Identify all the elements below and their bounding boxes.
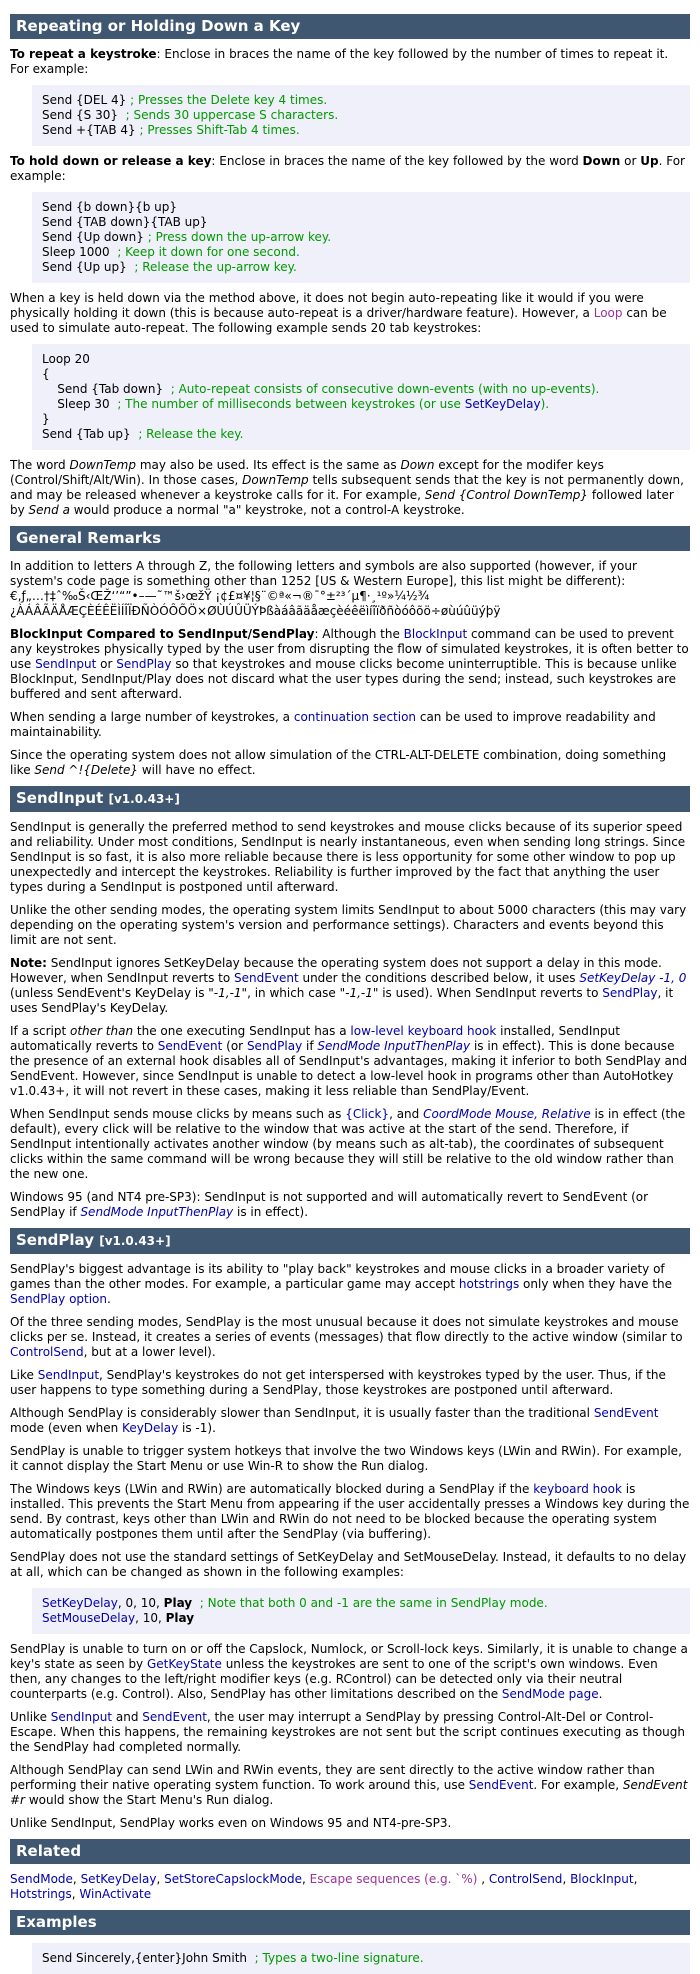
para-sendinput-2: Unlike the other sending modes, the operating system limits SendInput to about 5000 characters (this may vary depending on the operating system's version and performance settings). Characters and events beyond this limit are not sent. (10, 903, 687, 947)
para-sendinput-win95: Windows 95 (and NT4 pre-SP3): SendInput is not supported and will automatically revert to SendEvent (or SendPlay if SendMode InputThenPlay is in effect). (10, 1190, 649, 1219)
para-sendplay-1: SendPlay's biggest advantage is its ability to "play back" keystrokes and mouse clicks in a broader variety of games than the other modes. For example, a particular game may accept hotstrings only when they have the SendPlay option. (10, 1262, 673, 1306)
link-setkeydelay[interactable]: SetKeyDelay (464, 397, 541, 411)
para-auto-repeat: When a key is held down via the method above, it does not begin auto-repeating like it would if you were physically holding it down (this is because auto-repeat is a driver/hardware feature). However, a Loop can be used to simulate auto-repeat. The following example sends 20 tab keystrokes: (10, 291, 667, 335)
link-sendplay[interactable]: SendPlay (602, 986, 658, 1000)
para-sendplay-9: Unlike SendInput and SendEvent, the user may interrupt a SendPlay by pressing Control-Alt-Del or Control-Escape. When this happens, the remaining keystrokes are not sent but the script continues executing as though the SendPlay had completed normally. (10, 1710, 685, 1754)
link-setkeydelay[interactable]: SetKeyDelay (80, 1872, 157, 1886)
link-sendmode-page[interactable]: SendMode page (501, 1687, 599, 1701)
link-setkeydelay-args[interactable]: SetKeyDelay -1, 0 (579, 971, 687, 985)
link-getkeystate[interactable]: GetKeyState (146, 1657, 222, 1671)
link-sendevent[interactable]: SendEvent (468, 1778, 534, 1792)
para-sendplay-7: SendPlay does not use the standard settings of SetKeyDelay and SetMouseDelay. Instead, it defaults to no delay at all, which can be changed as shown in the following examples: (10, 1550, 687, 1579)
para-sendplay-11: Unlike SendInput, SendPlay works even on Windows 95 and NT4-pre-SP3. (10, 1816, 452, 1830)
link-sendplay[interactable]: SendPlay (246, 1039, 303, 1053)
link-sendmode-inputthenplay[interactable]: SendMode InputThenPlay (80, 1205, 234, 1219)
para-sendplay-5: SendPlay is unable to trigger system hotkeys that involve the two Windows keys (LWin and RWin). For example, it cannot display the Start Menu or use Win-R to show the Run dialog. (10, 1444, 682, 1473)
link-sendevent[interactable]: SendEvent (593, 1406, 659, 1420)
link-controlsend[interactable]: ControlSend (488, 1872, 563, 1886)
heading-examples: Examples (10, 1910, 690, 1935)
link-setstorecapslockmode[interactable]: SetStoreCapslockMode (164, 1872, 303, 1886)
link-controlsend[interactable]: ControlSend (10, 1345, 84, 1359)
link-sendinput[interactable]: SendInput (37, 1368, 100, 1382)
para-sendplay-10: Although SendPlay can send LWin and RWin events, they are sent directly to the active window rather than performing their native operating system function. To work around this, use SendEvent. For example, SendEvent #r would show the Start Menu's Run dialog. (10, 1763, 688, 1807)
heading-sendinput: SendInput [v1.0.43+] (10, 786, 690, 812)
heading-sendplay: SendPlay [v1.0.43+] (10, 1228, 690, 1254)
para-downtemp: The word DownTemp may also be used. Its effect is the same as Down except for the modifer keys (Control/Shift/Alt/Win). In those cases, DownTemp tells subsequent sends that the key is not permanently down, and may be released whenever a keystroke calls for it. For example, Send {Control DownTemp} followed later by Send a would produce a normal "a" keystroke, not a control-A keystroke. (10, 458, 684, 517)
link-escape-sequences[interactable]: Escape sequences (e.g. `%) (309, 1872, 478, 1886)
heading-repeating: Repeating or Holding Down a Key (10, 14, 690, 39)
code-block-examples: Send Sincerely,{enter}John Smith ; Types a two-line signature. (32, 1943, 690, 1974)
code-block-repeat: Send {DEL 4} ; Presses the Delete key 4 times. Send {S 30} ; Sends 30 uppercase S characters. Send +{TAB 4} ; Presses Shift-Tab 4 times. (32, 85, 690, 146)
link-blockinput[interactable]: BlockInput (403, 627, 468, 641)
heading-related: Related (10, 1839, 690, 1864)
link-sendmode-inputthenplay[interactable]: SendMode InputThenPlay (317, 1039, 471, 1053)
code-block-loop: Loop 20 { Send {Tab down} ; Auto-repeat consists of consecutive down-events (with no up-events). Sleep 30 ; The number of milliseconds between keystrokes (or use SetKeyDelay). } Send {Tab up} ; Release the key. (32, 344, 690, 450)
para-sendplay-2: Of the three sending modes, SendPlay is the most unusual because it does not simulate keystrokes and mouse clicks per se. Instead, it creates a series of events (messages) that flow directly to the active window (similar to ControlSend, but at a lower level). (10, 1315, 683, 1359)
para-sendplay-6: The Windows keys (LWin and RWin) are automatically blocked during a SendPlay if the keyboard hook is installed. This prevents the Start Menu from appearing if the user accidentally presses a Windows key during the send. By contrast, keys other than LWin and RWin do not need to be blocked because the operating system automatically postpones them until after the SendPlay (via buffering). (10, 1482, 690, 1541)
para-sendinput-click: When SendInput sends mouse clicks by means such as {Click}, and CoordMode Mouse, Relative is in effect (the default), every click will be relative to the window that was active at the start of the send. Therefore, if SendInput intentionally activates another window (by means such as alt-tab), the coordinates of subsequent clicks within the same command will be wrong because they will still be relative to the old window rather than the new one. (10, 1107, 686, 1181)
para-sendplay-3: Like SendInput, SendPlay's keystrokes do not get interspersed with keystrokes typed by the user. Thus, if the user happens to type something during a SendPlay, those keystrokes are postponed until afterward. (10, 1368, 666, 1397)
link-sendevent[interactable]: SendEvent (157, 1039, 223, 1053)
link-setmousedelay[interactable]: SetMouseDelay (42, 1611, 136, 1625)
link-low-level-keyboard-hook[interactable]: low-level keyboard hook (350, 1024, 497, 1038)
char-list-1: €‚ƒ„…†‡ˆ‰Š‹ŒŽ‘’“”•–—˜™š›œžŸ ¡¢£¤¥¦§¨©ª«¬®¯°±²³´µ¶·¸¹º»¼½¾ (10, 589, 430, 603)
link-winactivate[interactable]: WinActivate (79, 1887, 152, 1901)
link-setkeydelay[interactable]: SetKeyDelay (42, 1596, 118, 1610)
para-supported-chars: In addition to letters A through Z, the following letters and symbols are also supported (however, if your system's code page is something other than 1252 [US & Western Europe], this list might be different): €‚ƒ„…†‡ˆ‰Š‹ŒŽ‘’“”•–—˜™š›œžŸ ¡¢£¤¥¦§¨©ª«¬®¯°±²³´µ¶·¸¹º»¼½¾ ¿ÀÁÂÃÄÅÆÇÈÉÊËÌÍÎÏÐÑÒÓÔÕÖ×ØÙÚÛÜÝÞßàáâãäåæçèéêëìíîïðñòóôõö÷øùúûüýþÿ (10, 559, 637, 618)
link-keyboard-hook[interactable]: keyboard hook (533, 1482, 622, 1496)
para-sendplay-8: SendPlay is unable to turn on or off the Capslock, Numlock, or Scroll-lock keys. Similarly, it is unable to change a key's state as seen by GetKeyState unless the keystrokes are sent to one of the script's own windows. Even then, any changes to the left/right modifier keys (e.g. RControl) can be detected only via their neutral counterparts (e.g. Control). Also, SendPlay has other limitations described on the SendMode page. (10, 1642, 688, 1701)
code-block-hold: Send {b down}{b up} Send {TAB down}{TAB up} Send {Up down} ; Press down the up-arrow key. Sleep 1000 ; Keep it down for one second. Send {Up up} ; Release the up-arrow key. (32, 192, 690, 283)
link-sendplay-option[interactable]: SendPlay option (10, 1292, 108, 1306)
code-block-sendplay: SetKeyDelay, 0, 10, Play ; Note that both 0 and -1 are the same in SendPlay mode. SetMouseDelay, 10, Play (32, 1588, 690, 1634)
link-sendinput[interactable]: SendInput (35, 657, 97, 671)
link-hotstrings[interactable]: Hotstrings (10, 1887, 72, 1901)
link-sendevent[interactable]: SendEvent (142, 1710, 207, 1724)
bold-term: To repeat a keystroke (10, 47, 157, 61)
link-keydelay[interactable]: KeyDelay (122, 1421, 179, 1435)
para-sendplay-4: Although SendPlay is considerably slower than SendInput, it is usually faster than the traditional SendEvent mode (even when KeyDelay is -1). (10, 1406, 659, 1435)
link-sendinput[interactable]: SendInput (50, 1710, 113, 1724)
char-list-2: ¿ÀÁÂÃÄÅÆÇÈÉÊËÌÍÎÏÐÑÒÓÔÕÖ×ØÙÚÛÜÝÞßàáâãäåæçèéêëìíîïðñòóôõö÷øùúûüýþÿ (10, 604, 501, 618)
related-links: SendMode, SetKeyDelay, SetStoreCapslockMode, Escape sequences (e.g. `%) , ControlSend, BlockInput, Hotstrings, WinActivate (10, 1872, 638, 1901)
link-sendplay[interactable]: SendPlay (116, 657, 172, 671)
para-sendinput-note: Note: SendInput ignores SetKeyDelay because the operating system does not support a delay in this mode. However, when SendInput reverts to SendEvent under the conditions described below, it uses SetKeyDelay -1, 0 (unless SendEvent's KeyDelay is "-1,-1", in which case "-1,-1" is used). When SendInput reverts to SendPlay, it uses SendPlay's KeyDelay. (10, 956, 687, 1015)
para-blockinput: BlockInput Compared to SendInput/SendPlay: Although the BlockInput command can be used to prevent any keystrokes physically typed by the user from disrupting the flow of simulated keystrokes, it is often better to use SendInput or SendPlay so that keystrokes and mouse clicks become uninterruptible. This is because unlike BlockInput, SendInput/Play does not discard what the user types during the send; instead, such keystrokes are buffered and sent afterward. (10, 627, 689, 701)
para-sendinput-hook: If a script other than the one executing SendInput has a low-level keyboard hook installed, SendInput automatically reverts to SendEvent (or SendPlay if SendMode InputThenPlay is in effect). This is done because the presence of an external hook disables all of SendInput's advantages, making it inferior to both SendPlay and SendEvent. However, since SendInput is unable to detect a low-level hook in programs other than AutoHotkey v1.0.43+, it will not revert in these cases, making it less reliable than SendPlay/Event. (10, 1024, 688, 1098)
link-loop[interactable]: Loop (593, 306, 623, 320)
link-hotstrings[interactable]: hotstrings (458, 1277, 520, 1291)
link-sendevent[interactable]: SendEvent (234, 971, 299, 985)
link-continuation-section[interactable]: continuation section (293, 710, 417, 724)
link-sendmode[interactable]: SendMode (10, 1872, 73, 1886)
para-hold-down: To hold down or release a key: Enclose in braces the name of the key followed by the word Down or Up. For example: (10, 154, 685, 183)
link-click[interactable]: {Click} (345, 1107, 390, 1121)
para-ctrl-alt-del: Since the operating system does not allow simulation of the CTRL-ALT-DELETE combination, doing something like Send ^!{Delete} will have no effect. (10, 748, 667, 777)
para-sendinput-1: SendInput is generally the preferred method to send keystrokes and mouse clicks because of its superior speed and reliability. Under most conditions, SendInput is nearly instantaneous, even when sending long strings. Since SendInput is so fast, it is also more reliable because there is less opportunity for some other window to pop up unexpectedly and intercept the keystrokes. Reliability is further improved by the fact that anything the user types during a SendInput is postponed until afterward. (10, 820, 686, 894)
para-continuation: When sending a large number of keystrokes, a continuation section can be used to improve readability and maintainability. (10, 710, 656, 739)
link-blockinput[interactable]: BlockInput (570, 1872, 634, 1886)
para-repeat-keystroke: To repeat a keystroke: Enclose in braces the name of the key followed by the number of times to repeat it. For example: (10, 47, 669, 76)
heading-general-remarks: General Remarks (10, 526, 690, 551)
link-coordmode[interactable]: CoordMode Mouse, Relative (423, 1107, 591, 1121)
